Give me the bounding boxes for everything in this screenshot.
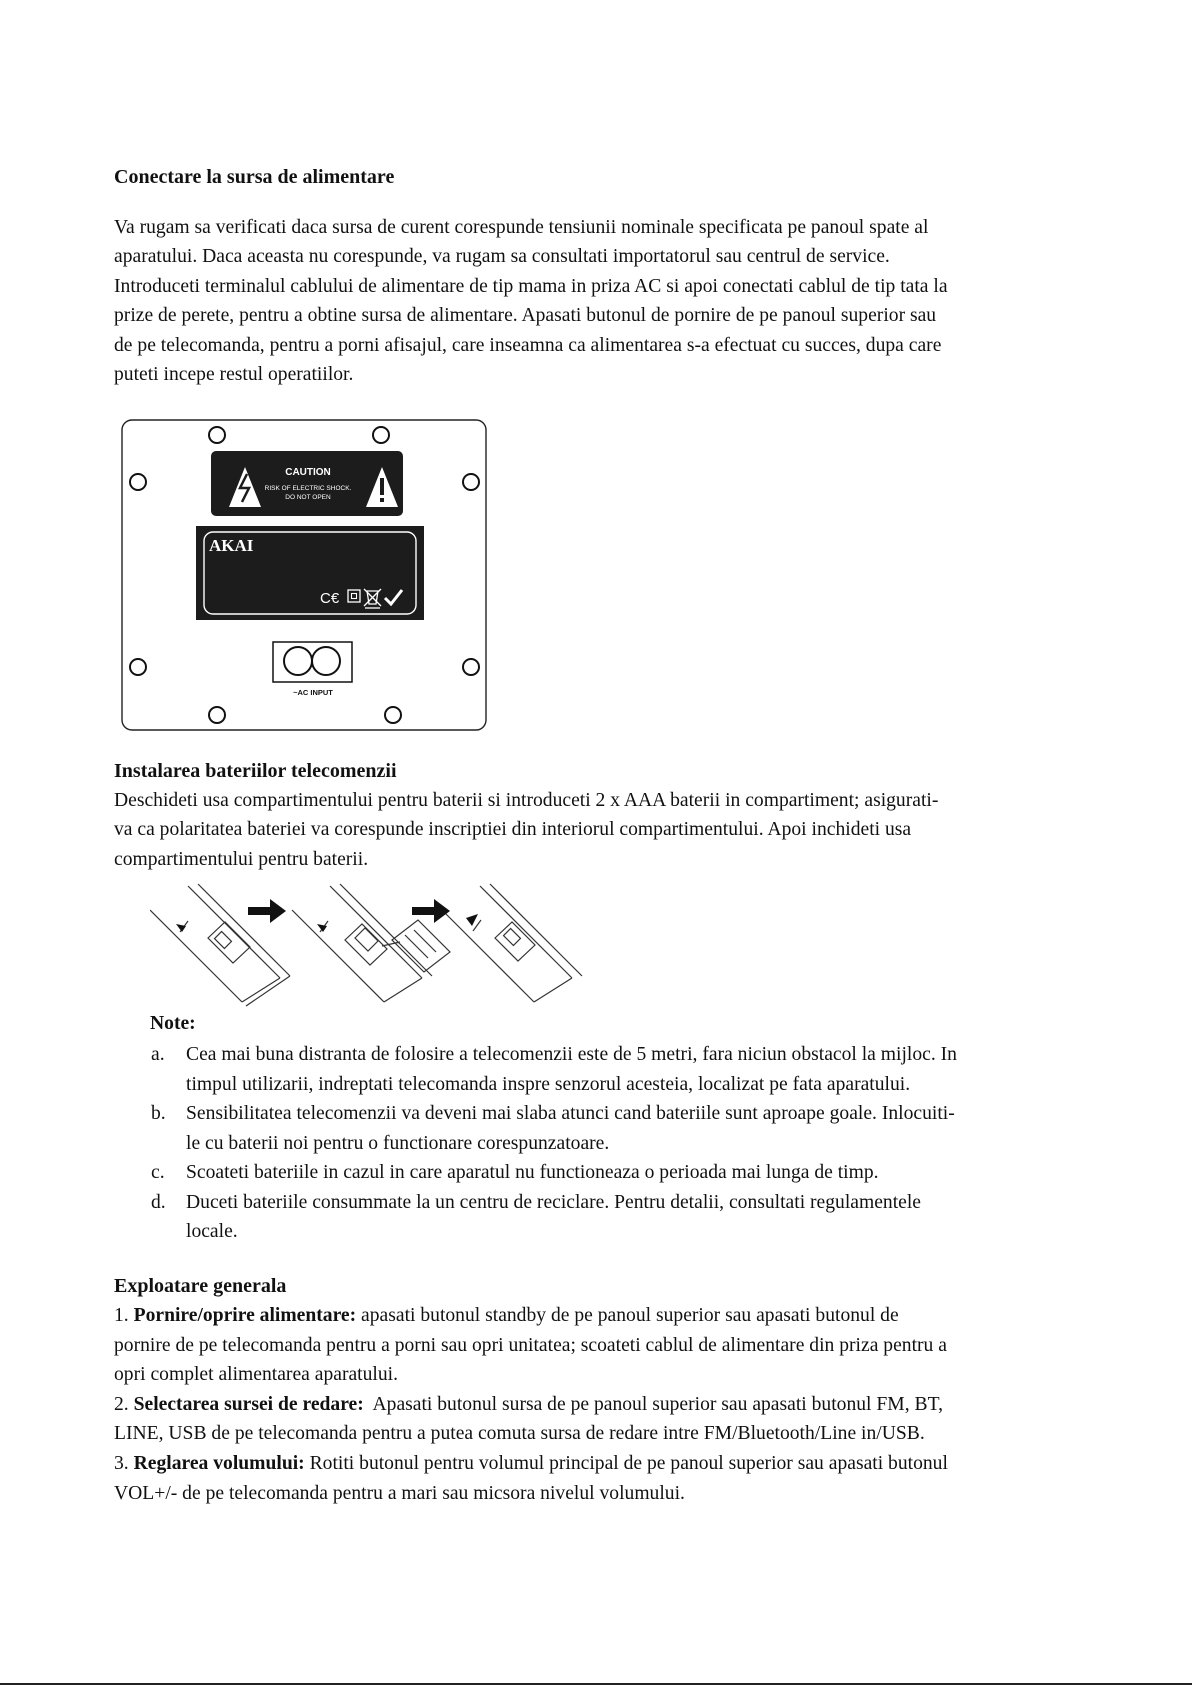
text-line: Va rugam sa verificati daca sursa de curent corespunde tensiunii nominale specificata pe panoul spate al bbox=[114, 217, 929, 238]
list-item bbox=[151, 1099, 1071, 1158]
list-marker: d. bbox=[151, 1191, 166, 1213]
item-heading: Selectarea sursei de redare: bbox=[133, 1393, 364, 1415]
item-number: 1. bbox=[114, 1305, 129, 1326]
caution-line: RISK OF ELECTRIC SHOCK. bbox=[264, 485, 352, 492]
text-line: Sensibilitatea telecomenzii va deveni mai slaba atunci cand bateriile sunt aproape goale. Inlocuiti- bbox=[186, 1103, 955, 1124]
text-line: puteti incepe restul operatiilor. bbox=[114, 364, 354, 386]
text-line: VOL+/- de pe telecomanda pentru a mari sau micsora nivelul volumului. bbox=[114, 1482, 685, 1504]
item-text: Apasati butonul sursa de pe panoul superior sau apasati butonul FM, BT, bbox=[363, 1393, 943, 1415]
section-body-general bbox=[114, 1301, 1074, 1508]
item-heading: Reglarea volumului: bbox=[133, 1452, 305, 1474]
numbered-item bbox=[114, 1390, 1074, 1420]
brand-logo: AKAI bbox=[209, 536, 254, 555]
text-line: locale. bbox=[186, 1221, 238, 1242]
caution-line: DO NOT OPEN bbox=[285, 494, 331, 501]
arrow-right-icon bbox=[412, 899, 450, 923]
item-text: Rotiti butonul pentru volumul principal de pe panoul superior sau apasati butonul bbox=[304, 1452, 948, 1474]
section-title-general: Exploatare generala bbox=[114, 1275, 287, 1297]
battery-install-illustration bbox=[150, 880, 600, 1010]
section-body-batteries bbox=[114, 786, 1074, 874]
caution-title: CAUTION bbox=[285, 467, 331, 478]
text-line: va ca polaritatea bateriei va corespunde inscriptiei din interiorul compartimentului. Apoi inchideti usa bbox=[114, 819, 912, 841]
note-list bbox=[151, 1040, 1071, 1247]
remote-step-3-icon bbox=[442, 884, 582, 1002]
text-line: aparatului. Daca aceasta nu corespunde, va rugam sa consultati importatorul sau centrul de service. bbox=[114, 246, 890, 268]
text-line: prize de perete, pentru a obtine sursa de alimentare. Apasati butonul de pornire de pe panoul superior sau bbox=[114, 305, 937, 327]
text-line: Introduceti terminalul cablului de alimentare de tip mama in priza AC si apoi conectati cablul de tip tata la bbox=[114, 275, 948, 297]
text-line: opri complet alimentarea aparatului. bbox=[114, 1364, 398, 1386]
text-line: le cu baterii noi pentru o functionare corespunzatoare. bbox=[186, 1132, 610, 1154]
list-marker: c. bbox=[151, 1162, 165, 1183]
list-item bbox=[151, 1040, 1071, 1099]
caution-label bbox=[211, 451, 403, 516]
remote-step-2-icon bbox=[292, 884, 450, 1002]
item-text: apasati butonul standby de pe panoul superior sau apasati butonul de bbox=[356, 1305, 899, 1326]
ac-input-label: ~AC INPUT bbox=[293, 688, 333, 697]
ce-mark-icon: C€ bbox=[320, 590, 340, 607]
text-line: compartimentului pentru baterii. bbox=[114, 848, 369, 870]
text-line: Scoateti bateriile in cazul in care aparatul nu functioneaza o perioada mai lunga de timp. bbox=[186, 1162, 879, 1183]
list-marker: a. bbox=[151, 1044, 165, 1065]
note-title: Note: bbox=[150, 1013, 196, 1034]
text-line: Duceti bateriile consummate la un centru de reciclare. Pentru detalii, consultati regulamentele bbox=[186, 1191, 922, 1213]
text-line: pornire de pe telecomanda pentru a porni sau opri unitatea; scoateti cablul de alimentare din priza pentru a bbox=[114, 1334, 947, 1356]
list-marker: b. bbox=[151, 1103, 166, 1124]
text-line: de pe telecomanda, pentru a porni afisajul, care inseamna ca alimentarea s-a efectuat cu succes, dupa care bbox=[114, 334, 942, 356]
text-line: timpul utilizarii, indreptati telecomanda inspre senzorul acesteia, localizat pe fata aparatului. bbox=[186, 1073, 911, 1095]
remote-step-1-icon bbox=[150, 884, 290, 1006]
rear-panel-illustration bbox=[118, 416, 494, 734]
arrow-right-icon bbox=[248, 899, 286, 923]
text-line: Deschideti usa compartimentului pentru baterii si introduceti 2 x AAA baterii in compartiment; asigurati- bbox=[114, 790, 939, 811]
item-heading: Pornire/oprire alimentare: bbox=[133, 1305, 357, 1326]
item-number: 3. bbox=[114, 1452, 129, 1474]
section-title-power: Conectare la sursa de alimentare bbox=[114, 166, 395, 188]
list-item bbox=[151, 1188, 1071, 1247]
numbered-item bbox=[114, 1449, 1074, 1479]
item-number: 2. bbox=[114, 1393, 129, 1415]
numbered-item bbox=[114, 1301, 1074, 1331]
section-body-power bbox=[114, 213, 1074, 389]
rating-label bbox=[196, 526, 424, 620]
list-item bbox=[151, 1158, 1071, 1188]
text-line: Cea mai buna distranta de folosire a telecomenzii este de 5 metri, fara niciun obstacol la mijloc. In bbox=[186, 1044, 957, 1065]
section-title-batteries: Instalarea bateriilor telecomenzii bbox=[114, 760, 397, 782]
text-line: LINE, USB de pe telecomanda pentru a putea comuta sursa de redare intre FM/Bluetooth/Line in/USB. bbox=[114, 1423, 925, 1445]
